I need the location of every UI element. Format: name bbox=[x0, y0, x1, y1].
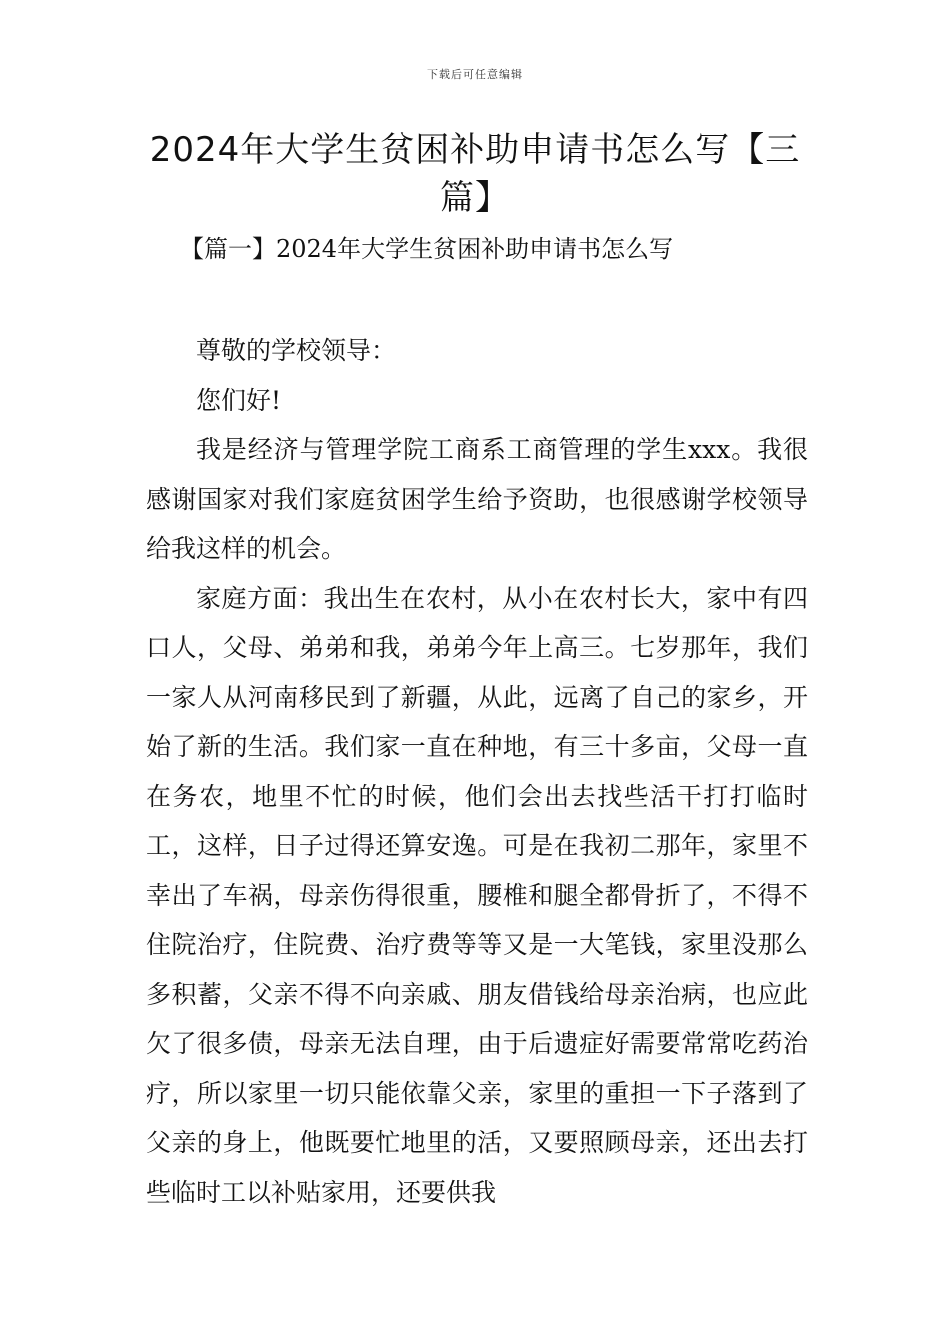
greeting: 您们好! bbox=[196, 385, 282, 415]
page-header-note: 下载后可任意编辑 bbox=[427, 68, 523, 81]
salutation: 尊敬的学校领导： bbox=[196, 336, 397, 365]
paragraph-intro: 我是经济与管理学院工商系工商管理的学生xxx。我很感谢国家对我们家庭贫困学生给予资助，也很感谢学校领导给我这样的机会。 bbox=[146, 435, 808, 563]
paragraph-family: 家庭方面：我出生在农村，从小在农村长大，家中有四口人，父母、弟弟和我，弟弟今年上高三。七岁那年，我们一家人从河南移民到了新疆，从此，远离了自己的家乡，开始了新的生活。我们家一直在种地，有三十多亩，父母一直在务农，地里不忙的时候，他们会出去找些活干打打临时工，这样，日子过得还算安逸。可是在我初二那年，家里不幸出了车祸，母亲伤得很重，腰椎和腿全都骨折了，不得不住院治疗，住院费、治疗费等等又是一大笔钱，家里没那么多积蓄，父亲不得不向亲戚、朋友借钱给母亲治病，也应此欠了很多债，母亲无法自理，由于后遗症好需要常常吃药治疗，所以家里一切只能依靠父亲，家里的重担一下子落到了父亲的身上，他既要忙地里的活，又要照顾母亲，还出去打些临时工以补贴家用，还要供我 bbox=[146, 583, 808, 1207]
section-heading: 【篇一】2024年大学生贫困补助申请书怎么写 bbox=[180, 235, 674, 263]
document-title: 2024年大学生贫困补助申请书怎么写【三篇】 bbox=[149, 130, 801, 218]
document-body bbox=[146, 326, 808, 1217]
